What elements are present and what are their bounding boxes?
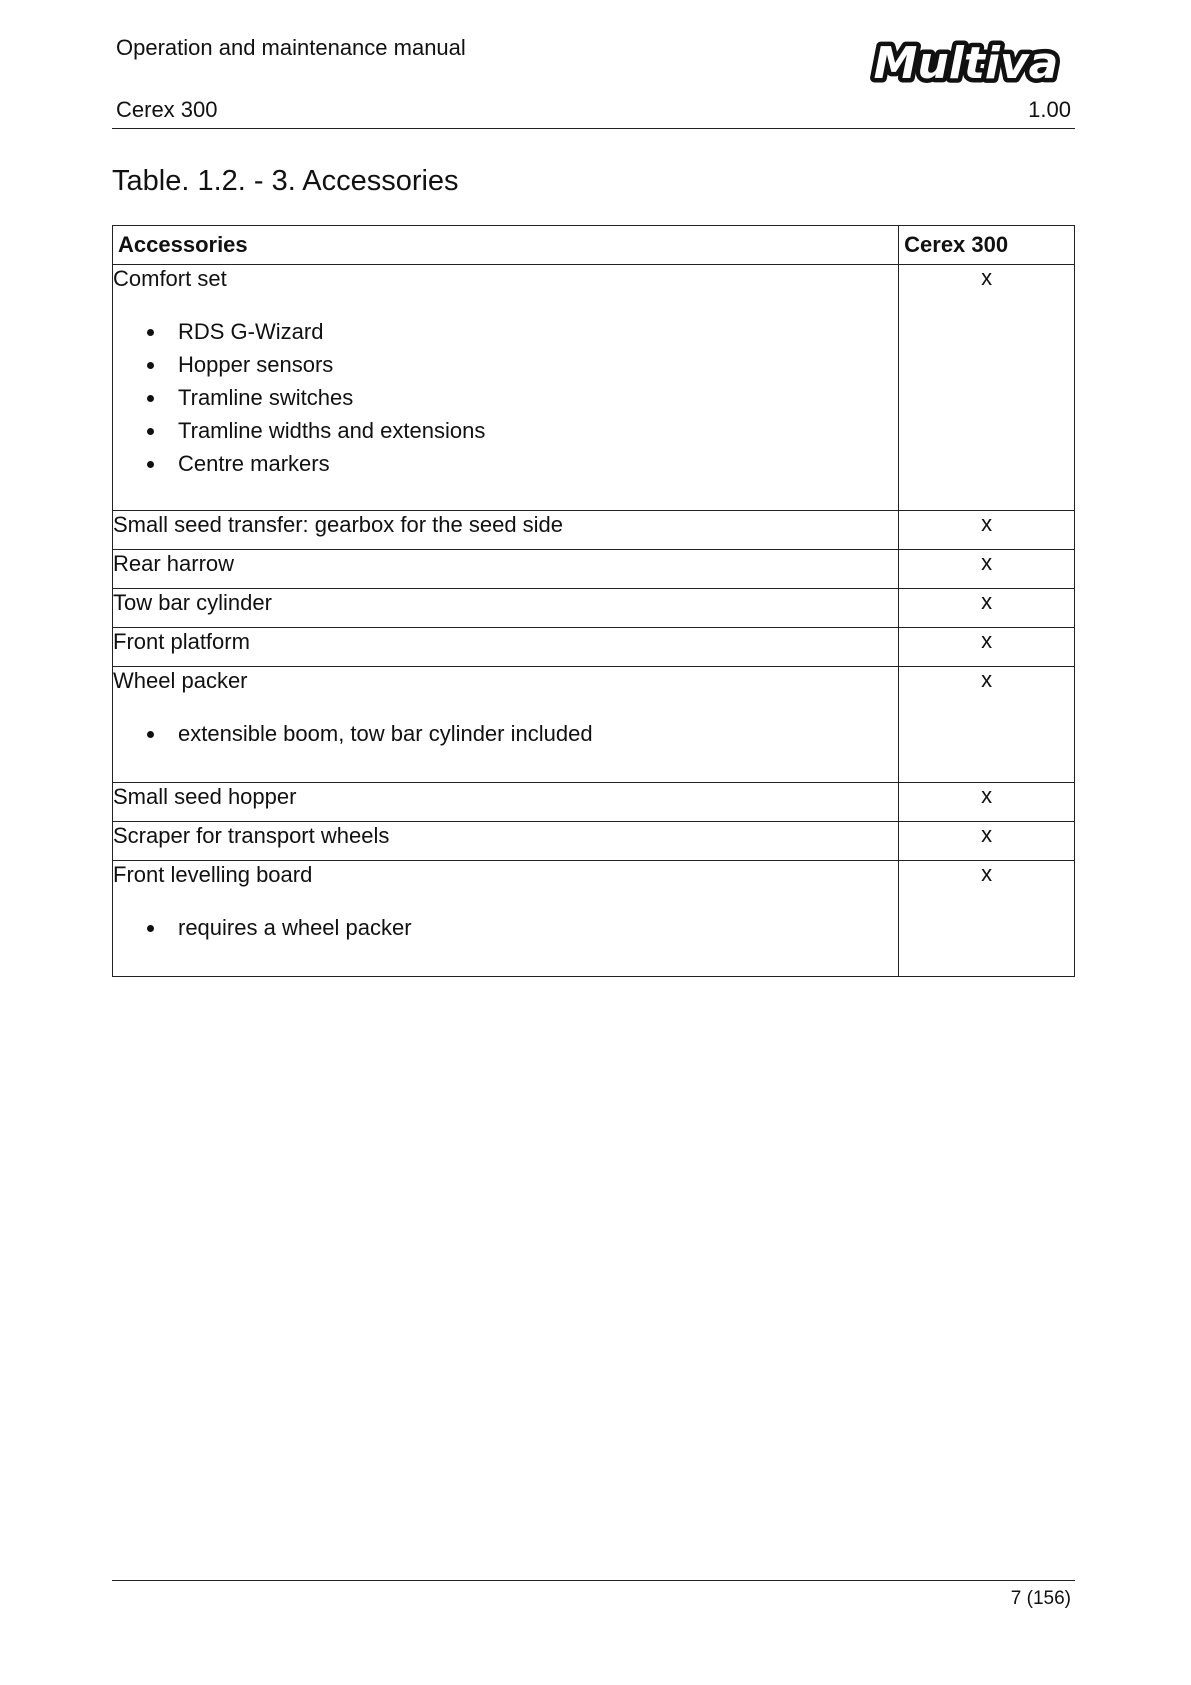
table-row <box>113 511 1075 550</box>
list-item: extensible boom, tow bar cylinder included <box>163 717 898 750</box>
availability-mark: x <box>899 265 1075 511</box>
table-row <box>113 589 1075 628</box>
accessory-sub-list <box>113 315 898 480</box>
accessory-name-cell <box>113 783 899 822</box>
list-item: Tramline switches <box>163 381 898 414</box>
availability-mark: x <box>899 861 1075 977</box>
accessory-name-cell <box>113 822 899 861</box>
multiva-logo <box>861 36 1071 88</box>
product-name: Cerex 300 <box>116 97 218 122</box>
accessory-name-cell <box>113 550 899 589</box>
accessory-name: Small seed hopper <box>113 784 297 809</box>
availability-mark: x <box>899 550 1075 589</box>
accessory-name: Wheel packer <box>113 668 248 693</box>
accessory-name: Front levelling board <box>113 862 313 887</box>
list-item: RDS G-Wizard <box>163 315 898 348</box>
logo-text: Multiva <box>873 38 1059 88</box>
list-item: Hopper sensors <box>163 348 898 381</box>
column-header-accessories: Accessories <box>113 226 899 265</box>
table-row <box>113 783 1075 822</box>
page-number: 7 (156) <box>1010 1588 1071 1609</box>
accessory-name-cell <box>113 861 899 977</box>
accessory-name-cell <box>113 628 899 667</box>
column-header-cerex-300: Cerex 300 <box>899 226 1075 265</box>
accessory-sub-list <box>113 911 898 944</box>
list-item: Tramline widths and extensions <box>163 414 898 447</box>
page-header <box>112 32 1075 129</box>
accessory-name: Front platform <box>113 629 250 654</box>
accessory-name: Comfort set <box>113 266 227 291</box>
table-row <box>113 861 1075 977</box>
accessory-name-cell <box>113 667 899 783</box>
accessories-table <box>112 225 1075 977</box>
availability-mark: x <box>899 822 1075 861</box>
table-row <box>113 628 1075 667</box>
availability-mark: x <box>899 511 1075 550</box>
accessory-name: Rear harrow <box>113 551 235 576</box>
table-title: Table. 1.2. - 3. Accessories <box>112 165 459 197</box>
accessory-sub-list <box>113 717 898 750</box>
document-title: Operation and maintenance manual <box>116 35 466 60</box>
accessory-name-cell <box>113 589 899 628</box>
availability-mark: x <box>899 783 1075 822</box>
accessory-name-cell <box>113 265 899 511</box>
table-row <box>113 550 1075 589</box>
accessory-name: Small seed transfer: gearbox for the seed side <box>113 512 564 537</box>
availability-mark: x <box>899 628 1075 667</box>
list-item: requires a wheel packer <box>163 911 898 944</box>
availability-mark: x <box>899 589 1075 628</box>
table-row <box>113 822 1075 861</box>
document-version: 1.00 <box>1028 97 1071 122</box>
table-row <box>113 667 1075 783</box>
table-row <box>113 265 1075 511</box>
table-header-row <box>113 226 1075 265</box>
page-footer <box>112 1580 1075 1609</box>
accessory-name: Scraper for transport wheels <box>113 823 390 848</box>
accessory-name: Tow bar cylinder <box>113 590 272 615</box>
availability-mark: x <box>899 667 1075 783</box>
list-item: Centre markers <box>163 447 898 480</box>
accessory-name-cell <box>113 511 899 550</box>
